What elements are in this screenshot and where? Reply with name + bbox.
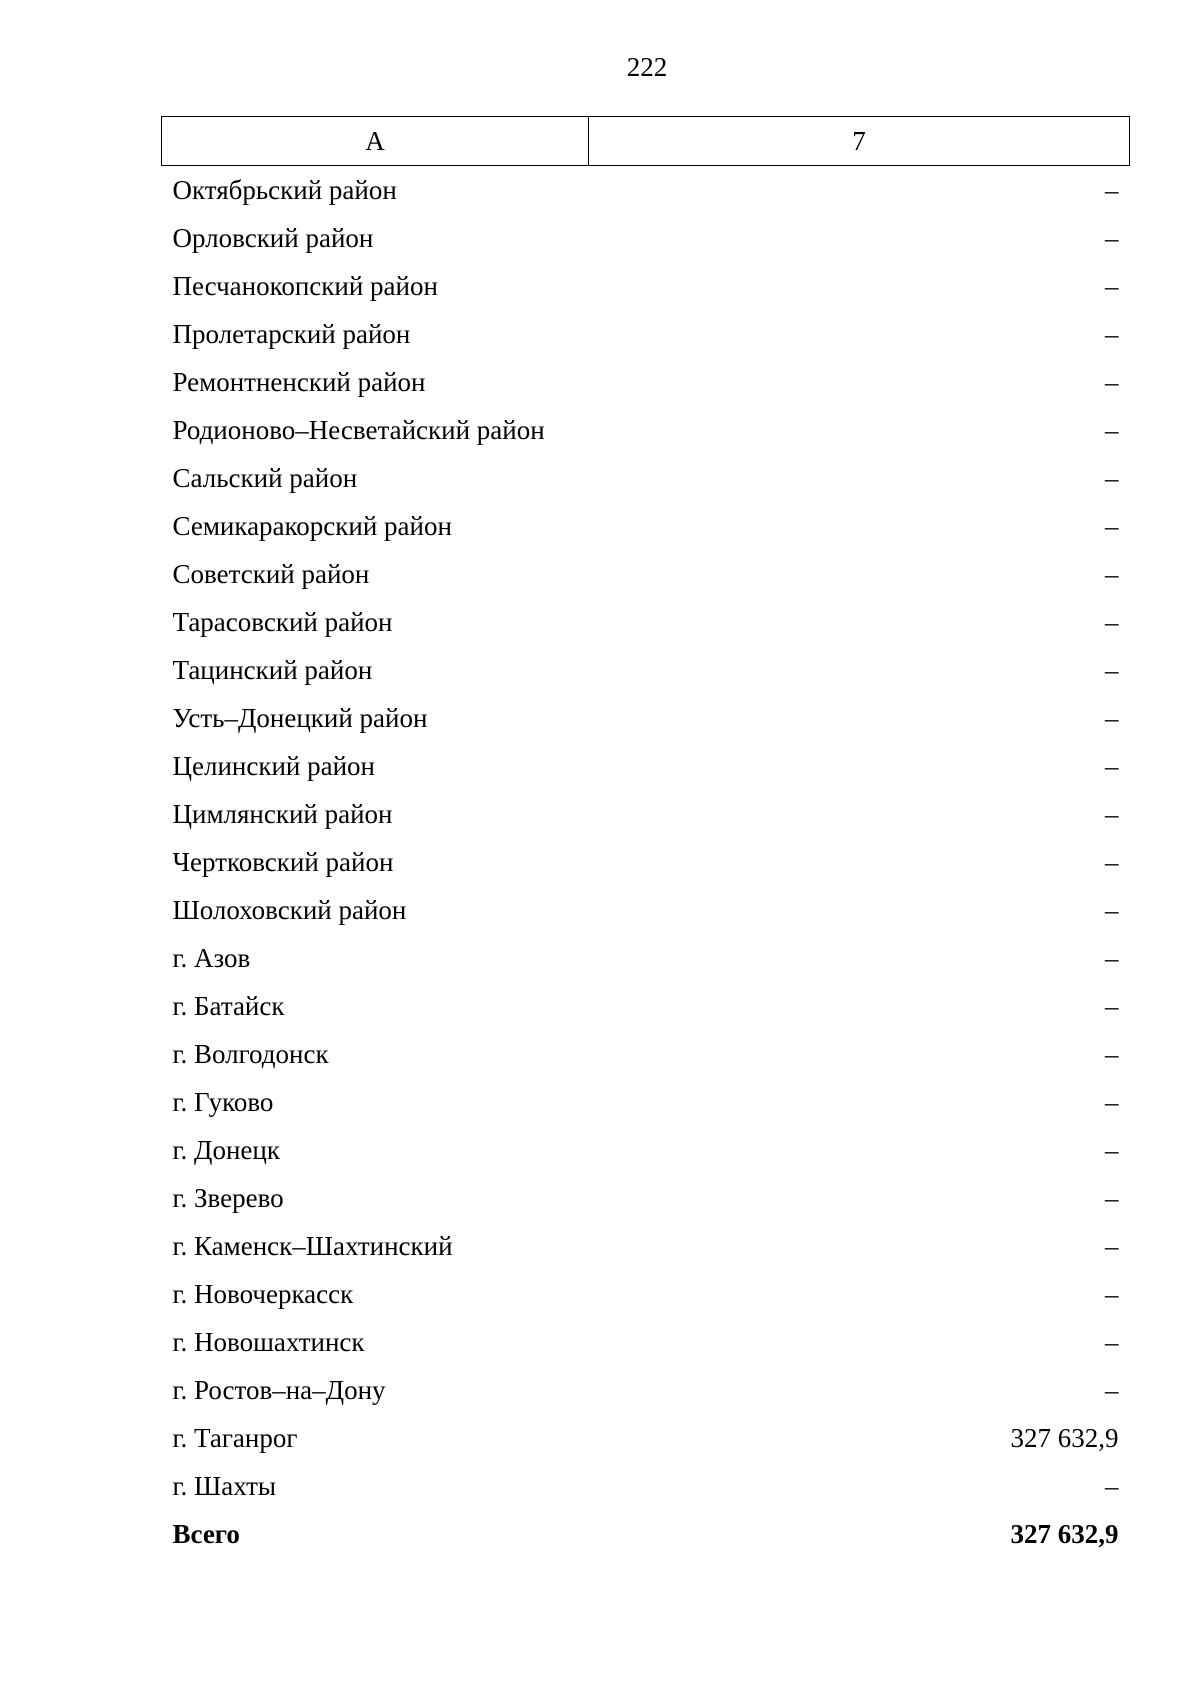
row-name-cell: Усть–Донецкий район [172, 703, 428, 733]
row-name-cell: Целинский район [172, 751, 375, 781]
row-name-cell: Шолоховский район [172, 895, 407, 925]
row-name-cell: Советский район [172, 559, 370, 589]
row-value-cell: – [1105, 799, 1119, 829]
table-row [162, 1174, 1130, 1222]
table-row [162, 1030, 1130, 1078]
table-row [162, 742, 1130, 790]
row-value-cell: – [1105, 655, 1119, 685]
row-name-cell: г. Каменск–Шахтинский [172, 1231, 453, 1261]
row-value-cell: – [1105, 991, 1119, 1021]
table-row [162, 982, 1130, 1030]
table-row [162, 790, 1130, 838]
row-name-cell: Цимлянский район [172, 799, 393, 829]
table-row [162, 1366, 1130, 1414]
row-name-cell: Тарасовский район [172, 607, 393, 637]
row-value-cell: – [1105, 271, 1119, 301]
row-value-cell: – [1105, 847, 1119, 877]
row-name-cell: г. Ростов–на–Дону [172, 1375, 386, 1405]
row-name-cell: Сальский район [172, 463, 358, 493]
row-name-cell: г. Шахты [172, 1471, 277, 1501]
row-name-cell: г. Гуково [172, 1087, 274, 1117]
row-name-cell: г. Донецк [172, 1135, 280, 1165]
row-value-cell: – [1105, 1183, 1119, 1213]
row-value-cell: – [1105, 1471, 1119, 1501]
table-row [162, 1222, 1130, 1270]
row-value-cell: – [1105, 223, 1119, 253]
table-row [162, 502, 1130, 550]
row-value-cell: – [1105, 895, 1119, 925]
table-row [162, 166, 1130, 215]
row-value-cell: – [1105, 703, 1119, 733]
row-value-cell: – [1105, 1087, 1119, 1117]
row-value-cell: – [1105, 1279, 1119, 1309]
row-value-cell: – [1105, 175, 1119, 205]
row-value-cell: – [1105, 1135, 1119, 1165]
data-table-container [161, 116, 1130, 1558]
table-row [162, 1318, 1130, 1366]
total-label: Всего [172, 1519, 240, 1549]
row-name-cell: Ремонтненский район [172, 367, 426, 397]
table-row [162, 838, 1130, 886]
table-row [162, 646, 1130, 694]
row-name-cell: Чертковский район [172, 847, 394, 877]
row-name-cell: Пролетарский район [172, 319, 411, 349]
row-name-cell: г. Волгодонск [172, 1039, 329, 1069]
table-row [162, 358, 1130, 406]
table-row [162, 1462, 1130, 1510]
row-value-cell: – [1105, 367, 1119, 397]
table-row [162, 1414, 1130, 1462]
table-row [162, 598, 1130, 646]
header-column-a: А [162, 117, 589, 166]
row-name-cell: г. Новошахтинск [172, 1327, 365, 1357]
total-value: 327 632,9 [1010, 1519, 1119, 1549]
row-value-cell: – [1105, 511, 1119, 541]
table-row [162, 1078, 1130, 1126]
row-value-cell: – [1105, 319, 1119, 349]
row-value-cell: – [1105, 1327, 1119, 1357]
row-value-cell: – [1105, 1375, 1119, 1405]
row-value-cell: – [1105, 559, 1119, 589]
row-name-cell: г. Зверево [172, 1183, 284, 1213]
row-value-cell: – [1105, 1231, 1119, 1261]
table-total-row [162, 1510, 1130, 1558]
table-row [162, 886, 1130, 934]
row-value-cell: – [1105, 463, 1119, 493]
table-row [162, 550, 1130, 598]
row-value-cell: – [1105, 1039, 1119, 1069]
page-number: 222 [626, 52, 668, 82]
row-name-cell: г. Таганрог [172, 1423, 298, 1453]
row-name-cell: Семикаракорский район [172, 511, 452, 541]
table-row [162, 1126, 1130, 1174]
row-name-cell: Орловский район [172, 223, 374, 253]
row-name-cell: Песчанокопский район [172, 271, 438, 301]
table-row [162, 454, 1130, 502]
row-name-cell: Октябрьский район [172, 175, 397, 205]
row-value-cell: 327 632,9 [1010, 1423, 1119, 1453]
table-row [162, 934, 1130, 982]
table-row [162, 1270, 1130, 1318]
table-row [162, 406, 1130, 454]
table-row [162, 694, 1130, 742]
table-row [162, 310, 1130, 358]
row-value-cell: – [1105, 607, 1119, 637]
row-name-cell: г. Азов [172, 943, 251, 973]
table-body [162, 166, 1130, 1559]
table-header-row [162, 117, 1130, 166]
data-table [161, 116, 1130, 1558]
row-value-cell: – [1105, 415, 1119, 445]
table-row [162, 262, 1130, 310]
row-name-cell: Родионово–Несветайский район [172, 415, 545, 445]
row-value-cell: – [1105, 943, 1119, 973]
row-value-cell: – [1105, 751, 1119, 781]
header-column-7: 7 [589, 117, 1130, 166]
row-name-cell: г. Новочеркасск [172, 1279, 354, 1309]
table-row [162, 214, 1130, 262]
row-name-cell: г. Батайск [172, 991, 285, 1021]
row-name-cell: Тацинский район [172, 655, 373, 685]
